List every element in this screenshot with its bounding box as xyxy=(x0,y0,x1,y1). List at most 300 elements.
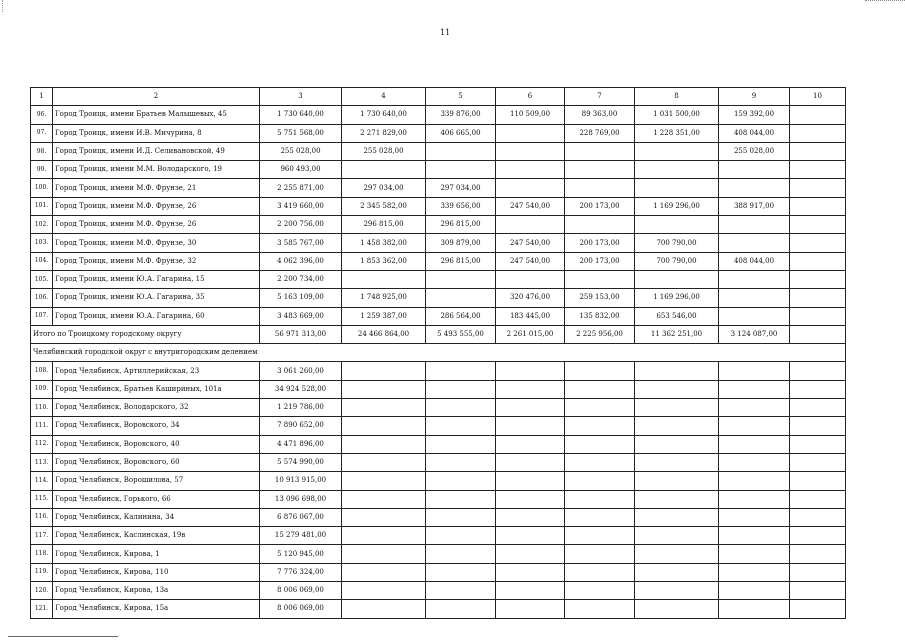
row-number: 106. xyxy=(31,289,53,307)
amount-cell xyxy=(342,508,426,526)
amount-cell xyxy=(496,362,565,380)
amount-cell: 259 153,00 xyxy=(565,289,635,307)
amount-cell: 7 776 324,00 xyxy=(260,563,342,581)
row-address: Город Троицк, имени М.М. Володарского, 19 xyxy=(53,161,260,179)
amount-cell xyxy=(719,527,790,545)
amount-cell: 2 255 871,00 xyxy=(260,179,342,197)
row-number: 112. xyxy=(31,435,53,453)
amount-cell xyxy=(790,124,846,142)
amount-cell xyxy=(565,472,635,490)
row-number: 116. xyxy=(31,508,53,526)
row-address: Город Троицк, имени И.Д. Селивановской, 49 xyxy=(53,142,260,160)
row-number: 114. xyxy=(31,472,53,490)
amount-cell xyxy=(719,234,790,252)
amount-cell: 13 096 698,00 xyxy=(260,490,342,508)
amount-cell xyxy=(565,435,635,453)
amount-cell xyxy=(635,508,719,526)
amount-cell xyxy=(790,106,846,124)
amount-cell xyxy=(790,197,846,215)
column-header: 7 xyxy=(565,88,635,106)
amount-cell: 408 044,00 xyxy=(719,252,790,270)
amount-cell xyxy=(496,179,565,197)
amount-cell xyxy=(496,527,565,545)
row-address: Город Челябинск, Володарского, 32 xyxy=(53,399,260,417)
amount-cell: 1 730 640,00 xyxy=(260,106,342,124)
row-number: 118. xyxy=(31,545,53,563)
row-number: 113. xyxy=(31,453,53,471)
amount-cell: 159 392,00 xyxy=(719,106,790,124)
amount-cell: 5 751 568,00 xyxy=(260,124,342,142)
amount-cell: 5 163 109,00 xyxy=(260,289,342,307)
amount-cell xyxy=(565,527,635,545)
amount-cell xyxy=(635,270,719,288)
amount-cell: 1 228 351,00 xyxy=(635,124,719,142)
amount-cell xyxy=(426,399,496,417)
amount-cell xyxy=(790,307,846,325)
amount-cell xyxy=(719,362,790,380)
amount-cell xyxy=(496,216,565,234)
amount-cell xyxy=(496,453,565,471)
amount-cell: 8 006 069,00 xyxy=(260,600,342,618)
amount-cell xyxy=(565,380,635,398)
amount-cell xyxy=(719,270,790,288)
row-number: 97. xyxy=(31,124,53,142)
row-address: Город Челябинск, Кирова, 15а xyxy=(53,600,260,618)
total-amount: 3 124 087,00 xyxy=(719,325,790,343)
amount-cell: 296 815,00 xyxy=(342,216,426,234)
amount-cell xyxy=(496,508,565,526)
column-header: 1 xyxy=(31,88,53,106)
table-row xyxy=(31,600,846,618)
amount-cell: 7 890 652,00 xyxy=(260,417,342,435)
table-row xyxy=(31,435,846,453)
amount-cell: 255 028,00 xyxy=(342,142,426,160)
table-row xyxy=(31,179,846,197)
amount-cell xyxy=(496,600,565,618)
amount-cell xyxy=(565,216,635,234)
row-address: Город Челябинск, Кирова, 13а xyxy=(53,582,260,600)
row-number: 105. xyxy=(31,270,53,288)
amount-cell xyxy=(635,563,719,581)
amount-cell: 406 665,00 xyxy=(426,124,496,142)
amount-cell: 286 564,00 xyxy=(426,307,496,325)
amount-cell xyxy=(426,490,496,508)
row-number: 102. xyxy=(31,216,53,234)
amount-cell xyxy=(342,600,426,618)
row-number: 98. xyxy=(31,142,53,160)
table-row xyxy=(31,527,846,545)
amount-cell xyxy=(719,179,790,197)
amount-cell xyxy=(426,435,496,453)
amount-cell: 1 169 296,00 xyxy=(635,197,719,215)
amount-cell: 297 034,00 xyxy=(342,179,426,197)
amount-cell xyxy=(496,161,565,179)
amount-cell xyxy=(496,380,565,398)
amount-cell xyxy=(426,472,496,490)
amount-cell xyxy=(342,563,426,581)
row-address: Город Челябинск, Калинина, 34 xyxy=(53,508,260,526)
column-header: 4 xyxy=(342,88,426,106)
amount-cell xyxy=(790,472,846,490)
amount-cell: 1 169 296,00 xyxy=(635,289,719,307)
amount-cell: 4 471 896,00 xyxy=(260,435,342,453)
amount-cell xyxy=(719,545,790,563)
amount-cell xyxy=(635,435,719,453)
row-address: Город Троицк, имени И.В. Мичурина, 8 xyxy=(53,124,260,142)
amount-cell: 408 044,00 xyxy=(719,124,790,142)
funding-table xyxy=(30,87,846,619)
column-header: 8 xyxy=(635,88,719,106)
row-address: Город Челябинск, Воровского, 60 xyxy=(53,453,260,471)
amount-cell xyxy=(790,289,846,307)
amount-cell xyxy=(342,472,426,490)
section-title: Челябинский городской округ с внутригородским делением xyxy=(31,344,846,362)
amount-cell: 228 769,00 xyxy=(565,124,635,142)
table-row xyxy=(31,307,846,325)
amount-cell: 183 445,00 xyxy=(496,307,565,325)
row-address: Город Троицк, имени М.Ф. Фрунзе, 21 xyxy=(53,179,260,197)
amount-cell xyxy=(496,124,565,142)
row-address: Город Челябинск, Кирова, 1 xyxy=(53,545,260,563)
amount-cell xyxy=(719,161,790,179)
amount-cell xyxy=(496,270,565,288)
amount-cell: 6 876 067,00 xyxy=(260,508,342,526)
amount-cell: 960 493,00 xyxy=(260,161,342,179)
column-header: 2 xyxy=(53,88,260,106)
total-amount: 2 225 956,00 xyxy=(565,325,635,343)
row-address: Город Троицк, имени Ю.А. Гагарина, 60 xyxy=(53,307,260,325)
amount-cell xyxy=(719,453,790,471)
total-row xyxy=(31,325,846,343)
row-address: Город Троицк, имени Ю.А. Гагарина, 15 xyxy=(53,270,260,288)
row-number: 99. xyxy=(31,161,53,179)
amount-cell xyxy=(565,453,635,471)
amount-cell xyxy=(790,142,846,160)
amount-cell xyxy=(426,563,496,581)
row-number: 107. xyxy=(31,307,53,325)
row-number: 96. xyxy=(31,106,53,124)
amount-cell xyxy=(342,417,426,435)
amount-cell xyxy=(790,508,846,526)
amount-cell xyxy=(635,142,719,160)
amount-cell xyxy=(719,490,790,508)
amount-cell xyxy=(790,252,846,270)
amount-cell xyxy=(565,582,635,600)
amount-cell xyxy=(565,362,635,380)
amount-cell: 135 832,00 xyxy=(565,307,635,325)
row-address: Город Челябинск, Воровского, 34 xyxy=(53,417,260,435)
amount-cell xyxy=(790,490,846,508)
table-row xyxy=(31,161,846,179)
table-row xyxy=(31,453,846,471)
amount-cell xyxy=(496,490,565,508)
row-address: Город Челябинск, Горького, 66 xyxy=(53,490,260,508)
amount-cell: 110 509,00 xyxy=(496,106,565,124)
amount-cell: 15 279 481,00 xyxy=(260,527,342,545)
amount-cell: 700 790,00 xyxy=(635,252,719,270)
amount-cell xyxy=(565,490,635,508)
amount-cell: 8 006 069,00 xyxy=(260,582,342,600)
amount-cell xyxy=(426,417,496,435)
amount-cell xyxy=(426,582,496,600)
amount-cell xyxy=(342,399,426,417)
row-address: Город Челябинск, Артиллерийская, 23 xyxy=(53,362,260,380)
amount-cell xyxy=(426,142,496,160)
table-row xyxy=(31,362,846,380)
amount-cell xyxy=(496,435,565,453)
amount-cell: 1 458 382,00 xyxy=(342,234,426,252)
amount-cell xyxy=(790,563,846,581)
table-row xyxy=(31,472,846,490)
amount-cell: 89 363,00 xyxy=(565,106,635,124)
table-row xyxy=(31,582,846,600)
scan-corner-mark xyxy=(865,0,905,3)
amount-cell xyxy=(790,435,846,453)
amount-cell xyxy=(496,563,565,581)
amount-cell xyxy=(790,600,846,618)
amount-cell: 3 419 660,00 xyxy=(260,197,342,215)
row-address: Город Троицк, имени Ю.А. Гагарина, 35 xyxy=(53,289,260,307)
amount-cell: 1 730 640,00 xyxy=(342,106,426,124)
amount-cell xyxy=(565,142,635,160)
amount-cell xyxy=(342,380,426,398)
amount-cell: 2 200 734,00 xyxy=(260,270,342,288)
amount-cell xyxy=(496,472,565,490)
amount-cell: 4 062 396,00 xyxy=(260,252,342,270)
table-row xyxy=(31,490,846,508)
amount-cell: 200 173,00 xyxy=(565,252,635,270)
table-row xyxy=(31,216,846,234)
amount-cell: 1 219 786,00 xyxy=(260,399,342,417)
amount-cell: 247 540,00 xyxy=(496,234,565,252)
column-header: 5 xyxy=(426,88,496,106)
amount-cell xyxy=(496,545,565,563)
amount-cell xyxy=(790,527,846,545)
total-amount: 5 493 555,00 xyxy=(426,325,496,343)
row-number: 101. xyxy=(31,197,53,215)
amount-cell: 296 815,00 xyxy=(426,216,496,234)
row-number: 103. xyxy=(31,234,53,252)
amount-cell xyxy=(790,216,846,234)
amount-cell xyxy=(426,508,496,526)
amount-cell xyxy=(790,399,846,417)
row-number: 108. xyxy=(31,362,53,380)
amount-cell xyxy=(719,508,790,526)
table-row xyxy=(31,545,846,563)
amount-cell: 5 120 945,00 xyxy=(260,545,342,563)
row-number: 115. xyxy=(31,490,53,508)
section-row xyxy=(31,344,846,362)
amount-cell xyxy=(635,399,719,417)
amount-cell: 34 924 528,00 xyxy=(260,380,342,398)
amount-cell: 700 790,00 xyxy=(635,234,719,252)
amount-cell xyxy=(496,399,565,417)
amount-cell xyxy=(790,161,846,179)
row-number: 104. xyxy=(31,252,53,270)
amount-cell: 200 173,00 xyxy=(565,197,635,215)
amount-cell: 339 656,00 xyxy=(426,197,496,215)
amount-cell xyxy=(790,362,846,380)
column-header: 6 xyxy=(496,88,565,106)
table-row xyxy=(31,399,846,417)
amount-cell xyxy=(342,545,426,563)
amount-cell xyxy=(635,527,719,545)
amount-cell xyxy=(342,527,426,545)
total-amount: 24 466 864,00 xyxy=(342,325,426,343)
amount-cell: 3 061 260,00 xyxy=(260,362,342,380)
amount-cell xyxy=(565,508,635,526)
amount-cell xyxy=(565,179,635,197)
amount-cell xyxy=(635,545,719,563)
amount-cell xyxy=(342,161,426,179)
row-number: 109. xyxy=(31,380,53,398)
amount-cell: 247 540,00 xyxy=(496,197,565,215)
amount-cell xyxy=(790,380,846,398)
table-row xyxy=(31,234,846,252)
amount-cell: 255 028,00 xyxy=(260,142,342,160)
row-address: Город Троицк, имени М.Ф. Фрунзе, 26 xyxy=(53,197,260,215)
row-address: Город Троицк, имени М.Ф. Фрунзе, 26 xyxy=(53,216,260,234)
amount-cell xyxy=(719,600,790,618)
table-row xyxy=(31,417,846,435)
amount-cell xyxy=(342,490,426,508)
column-header: 3 xyxy=(260,88,342,106)
row-number: 119. xyxy=(31,563,53,581)
row-address: Город Троицк, имени М.Ф. Фрунзе, 30 xyxy=(53,234,260,252)
amount-cell xyxy=(426,600,496,618)
amount-cell xyxy=(565,600,635,618)
amount-cell: 2 271 829,00 xyxy=(342,124,426,142)
row-address: Город Троицк, имени Братьев Малышевых, 45 xyxy=(53,106,260,124)
row-number: 110. xyxy=(31,399,53,417)
amount-cell xyxy=(719,216,790,234)
amount-cell: 10 913 915,00 xyxy=(260,472,342,490)
scan-edge-mark xyxy=(2,0,4,12)
amount-cell xyxy=(565,270,635,288)
amount-cell xyxy=(565,545,635,563)
amount-cell xyxy=(719,417,790,435)
table-row xyxy=(31,563,846,581)
amount-cell: 3 585 767,00 xyxy=(260,234,342,252)
amount-cell: 2 345 582,00 xyxy=(342,197,426,215)
amount-cell: 309 879,00 xyxy=(426,234,496,252)
row-address: Город Троицк, имени М.Ф. Фрунзе, 32 xyxy=(53,252,260,270)
amount-cell xyxy=(426,270,496,288)
amount-cell xyxy=(342,453,426,471)
amount-cell xyxy=(719,307,790,325)
amount-cell xyxy=(790,545,846,563)
amount-cell xyxy=(719,563,790,581)
amount-cell: 255 028,00 xyxy=(719,142,790,160)
amount-cell xyxy=(635,472,719,490)
amount-cell xyxy=(719,435,790,453)
row-address: Город Челябинск, Ворошилова, 57 xyxy=(53,472,260,490)
amount-cell xyxy=(426,161,496,179)
amount-cell xyxy=(635,582,719,600)
amount-cell xyxy=(565,399,635,417)
amount-cell xyxy=(635,453,719,471)
amount-cell: 3 483 669,00 xyxy=(260,307,342,325)
total-label: Итого по Троицкому городскому округу xyxy=(31,325,260,343)
amount-cell xyxy=(719,472,790,490)
row-number: 111. xyxy=(31,417,53,435)
amount-cell: 5 574 990,00 xyxy=(260,453,342,471)
amount-cell xyxy=(426,545,496,563)
amount-cell xyxy=(426,380,496,398)
amount-cell xyxy=(565,161,635,179)
amount-cell: 1 259 387,00 xyxy=(342,307,426,325)
amount-cell xyxy=(496,142,565,160)
total-amount: 56 971 313,00 xyxy=(260,325,342,343)
table-row xyxy=(31,252,846,270)
total-amount: 11 362 251,00 xyxy=(635,325,719,343)
row-number: 100. xyxy=(31,179,53,197)
scan-bottom-mark xyxy=(8,636,118,638)
row-number: 120. xyxy=(31,582,53,600)
amount-cell xyxy=(426,362,496,380)
amount-cell xyxy=(790,270,846,288)
amount-cell: 653 546,00 xyxy=(635,307,719,325)
row-address: Город Челябинск, Каслинская, 19в xyxy=(53,527,260,545)
table-row xyxy=(31,142,846,160)
table-row xyxy=(31,508,846,526)
column-header-row xyxy=(31,88,846,106)
amount-cell: 297 034,00 xyxy=(426,179,496,197)
amount-cell xyxy=(635,490,719,508)
amount-cell xyxy=(426,453,496,471)
amount-cell: 296 815,00 xyxy=(426,252,496,270)
amount-cell: 1 748 925,00 xyxy=(342,289,426,307)
amount-cell xyxy=(426,289,496,307)
table-row xyxy=(31,289,846,307)
amount-cell xyxy=(635,380,719,398)
row-number: 117. xyxy=(31,527,53,545)
amount-cell xyxy=(342,435,426,453)
amount-cell xyxy=(342,582,426,600)
amount-cell xyxy=(790,234,846,252)
amount-cell: 388 917,00 xyxy=(719,197,790,215)
amount-cell: 1 853 362,00 xyxy=(342,252,426,270)
amount-cell xyxy=(790,582,846,600)
amount-cell xyxy=(790,453,846,471)
amount-cell xyxy=(635,417,719,435)
amount-cell: 1 031 500,00 xyxy=(635,106,719,124)
row-address: Город Челябинск, Воровского, 40 xyxy=(53,435,260,453)
amount-cell xyxy=(790,179,846,197)
amount-cell xyxy=(635,216,719,234)
amount-cell xyxy=(496,582,565,600)
amount-cell xyxy=(342,270,426,288)
row-number: 121. xyxy=(31,600,53,618)
table-row xyxy=(31,380,846,398)
column-header: 10 xyxy=(790,88,846,106)
amount-cell xyxy=(719,380,790,398)
table-row xyxy=(31,106,846,124)
amount-cell xyxy=(635,179,719,197)
amount-cell xyxy=(719,289,790,307)
page-number: 11 xyxy=(440,28,451,37)
amount-cell: 247 540,00 xyxy=(496,252,565,270)
amount-cell: 320 476,00 xyxy=(496,289,565,307)
table-body xyxy=(31,88,846,619)
amount-cell xyxy=(635,362,719,380)
amount-cell: 200 173,00 xyxy=(565,234,635,252)
row-address: Город Челябинск, Кирова, 110 xyxy=(53,563,260,581)
amount-cell xyxy=(635,161,719,179)
amount-cell xyxy=(790,417,846,435)
total-amount: 2 261 015,00 xyxy=(496,325,565,343)
table-row xyxy=(31,124,846,142)
